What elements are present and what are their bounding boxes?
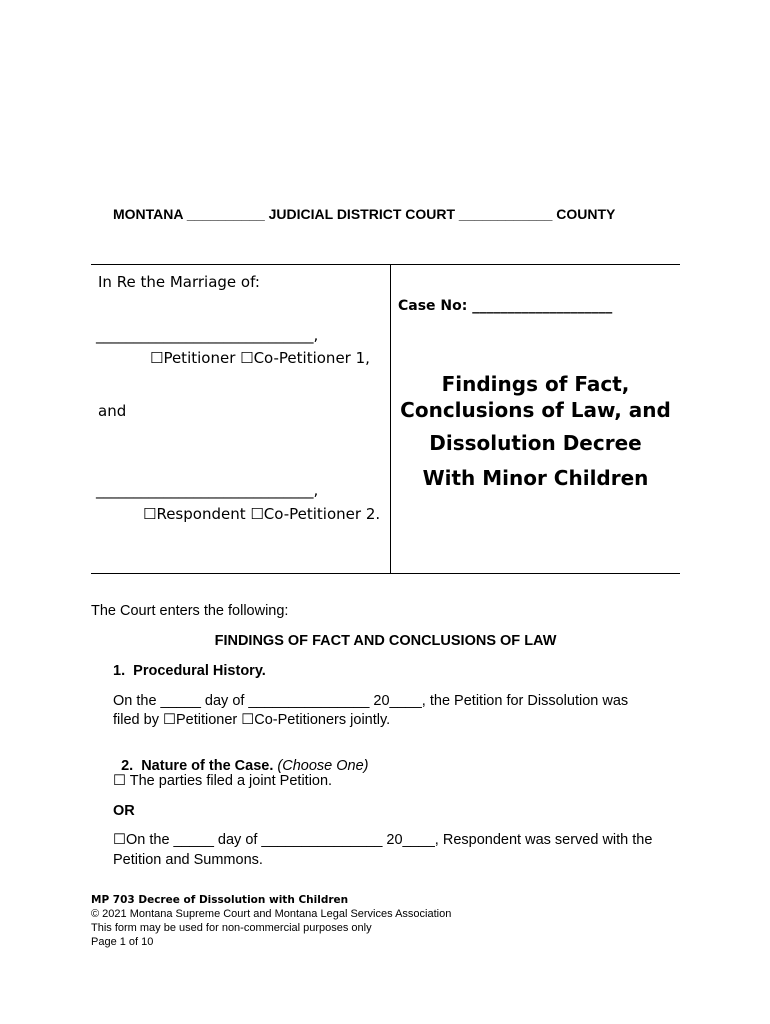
or-label: OR — [113, 803, 135, 819]
page-number: Page 1 of 10 — [91, 936, 154, 948]
petitioner-name-blank: _____________________________, — [96, 326, 319, 344]
usage-line: This form may be used for non-commercial purposes only — [91, 922, 372, 934]
copyright-line: © 2021 Montana Supreme Court and Montana Legal Services Association — [91, 908, 452, 920]
title-line: Findings of Fact, — [441, 372, 630, 396]
petitioner-role-checkboxes: ☐Petitioner ☐Co-Petitioner 1, — [150, 349, 370, 367]
form-id: MP 703 Decree of Dissolution with Children — [91, 894, 349, 906]
page-footer — [91, 893, 451, 949]
title-line: Conclusions of Law, and — [400, 398, 671, 422]
in-re-label: In Re the Marriage of: — [98, 273, 260, 291]
item2-heading — [113, 742, 368, 774]
section-heading: FINDINGS OF FACT AND CONCLUSIONS OF LAW — [214, 633, 557, 649]
option-joint-petition: ☐ The parties filed a joint Petition. — [113, 773, 333, 789]
option-served-line: Petition and Summons. — [113, 852, 263, 868]
caption-bottom-rule — [91, 573, 680, 574]
title-line: With Minor Children — [422, 466, 649, 490]
item1-heading: 1. Procedural History. — [113, 663, 266, 679]
court-header: MONTANA __________ JUDICIAL DISTRICT COURT ____________ COUNTY — [113, 206, 616, 222]
case-number: Case No: ____________________ — [398, 298, 613, 314]
intro-text: The Court enters the following: — [91, 603, 289, 619]
item1-text-line: filed by ☐Petitioner ☐Co-Petitioners jointly. — [113, 712, 391, 728]
item2-title: 2. Nature of the Case. — [121, 758, 274, 774]
caption-top-rule — [91, 264, 680, 265]
item1-text-line: On the _____ day of _______________ 20____, the Petition for Dissolution was — [113, 693, 629, 709]
option-served-line: ☐On the _____ day of _______________ 20____, Respondent was served with the — [113, 832, 653, 848]
respondent-role-checkboxes: ☐Respondent ☐Co-Petitioner 2. — [143, 505, 381, 523]
item2-instruction: (Choose One) — [273, 758, 369, 774]
and-label: and — [98, 402, 127, 420]
respondent-name-blank: _____________________________, — [96, 481, 319, 499]
title-line: Dissolution Decree — [429, 431, 642, 455]
